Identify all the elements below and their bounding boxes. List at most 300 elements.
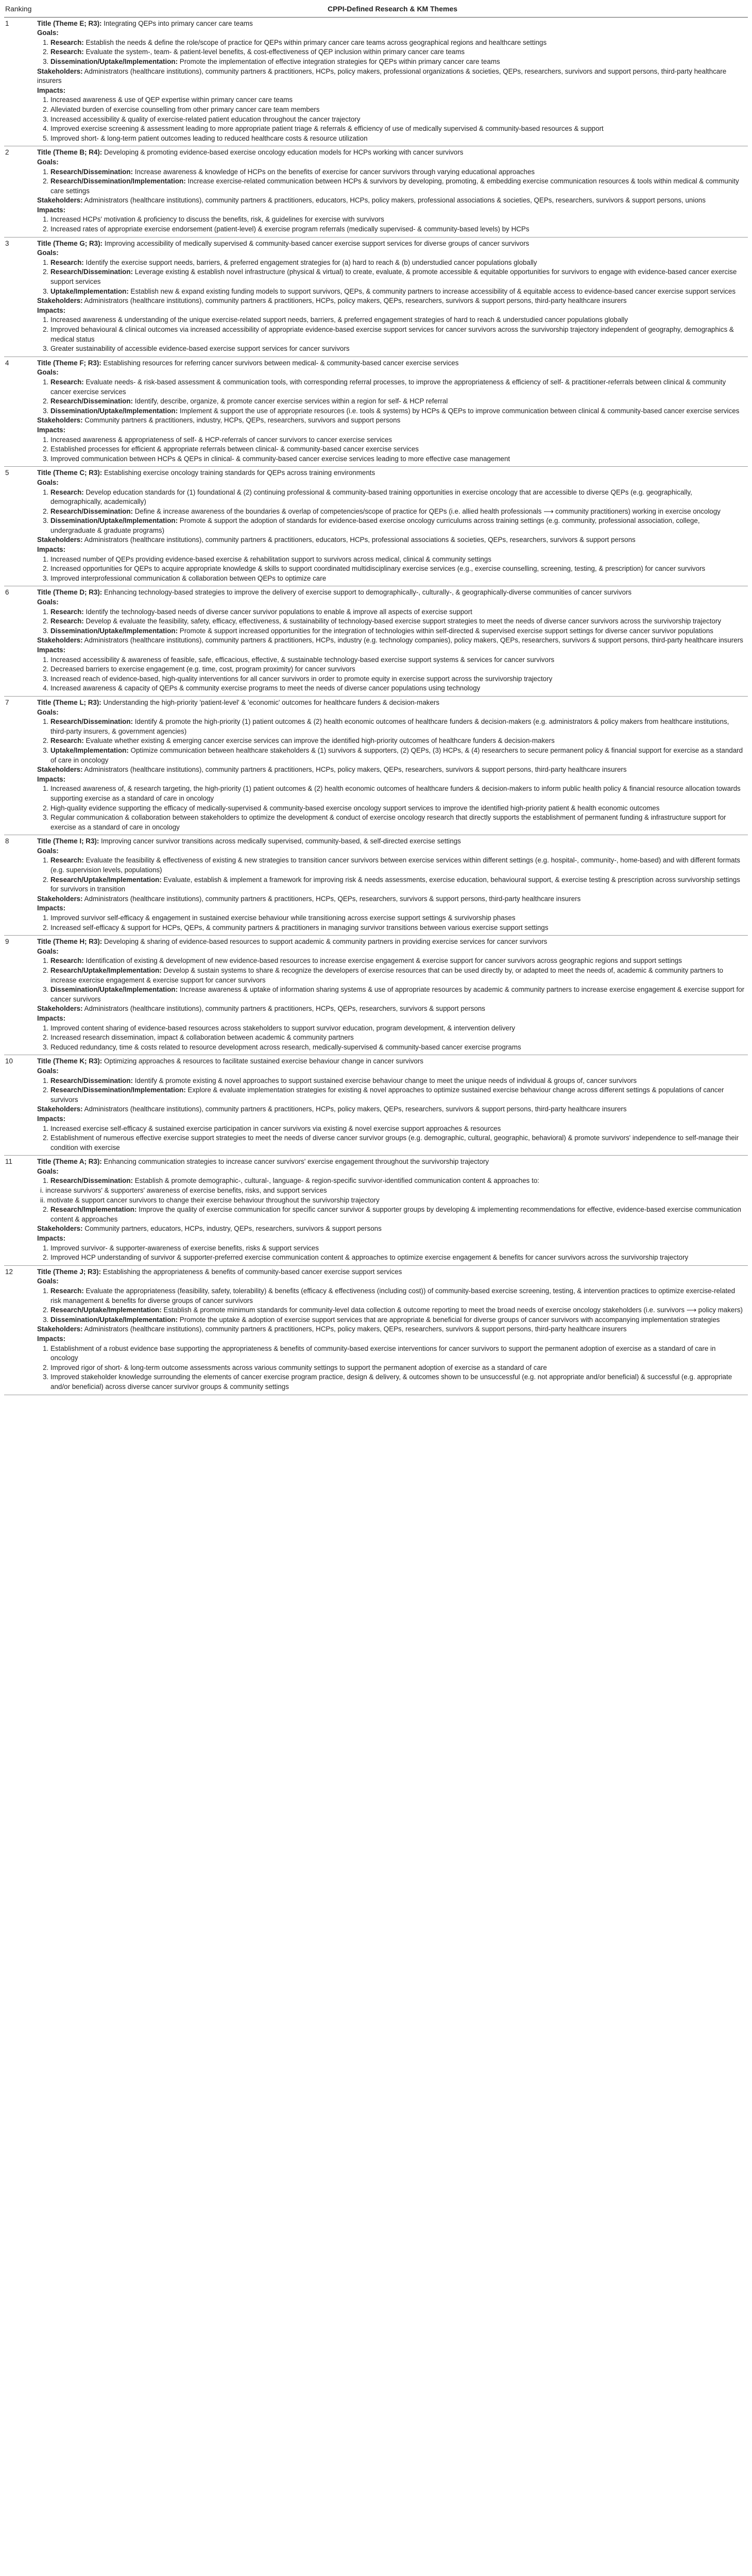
goal-item (50, 57, 745, 67)
goal-label: Research: (50, 1287, 84, 1295)
ranking-cell: 12 (5, 1267, 13, 1276)
impacts-heading: Impacts: (37, 206, 66, 214)
goal-text: Implement & support the use of appropriate resources (i.e. tools & systems) by HCPs & QEPs to improve communication between clinical & community-based cancer exercise services (179, 406, 740, 415)
theme-title (37, 1057, 745, 1066)
impact-item: 2. Established processes for efficient & appropriate referrals between clinical- & community-based cancer exercise services (50, 445, 745, 454)
goal-text: Identify the technology-based needs of diverse cancer survivor populations to enable & improve all aspects of exercise support (86, 607, 472, 616)
goal-label: Research: (50, 737, 84, 745)
theme-code: (Theme K; R3): (53, 1057, 102, 1065)
stakeholders-text: Administrators (healthcare institutions), community partners & practitioners, HCPs, policy makers, professional organizations & societies, QEPs, researchers, survivors and support persons, third-party healthcare insurers (37, 67, 727, 85)
stakeholders-text: Administrators (healthcare institutions), community partners & practitioners, HCPs, QEPs, researchers, survivors & support persons (84, 1005, 485, 1013)
goal-item (50, 966, 745, 985)
stakeholders (37, 1004, 745, 1014)
impact-item: 3. Reduced redundancy, time & costs related to resource development across research, medically-supervised & community-based cancer exercise programs (50, 1043, 745, 1053)
impact-item: 2. Increased research dissemination, impact & collaboration between academic & community partners (50, 1033, 745, 1043)
stakeholders-text: Administrators (healthcare institutions), community partners & practitioners, HCPs, policy makers, QEPs, researchers, survivors & support persons, third-party healthcare insurers (84, 1325, 627, 1333)
goal-item (50, 267, 745, 286)
theme-cell (37, 468, 748, 583)
impacts-heading: Impacts: (37, 646, 66, 654)
ranking-cell: 3 (5, 239, 9, 247)
theme-code: (Theme A; R3): (53, 1158, 102, 1166)
impacts-heading: Impacts: (37, 775, 66, 783)
goal-label: Research: (50, 488, 84, 496)
stakeholders-text: Administrators (healthcare institutions), community partners & practitioners, HCPs, policy makers, QEPs, researchers, survivors & support persons, third-party healthcare insurers (84, 1105, 627, 1113)
theme-code: (Theme E; R3): (53, 19, 102, 27)
impacts-list (37, 555, 745, 584)
impact-item: 1. Increased HCPs' motivation & proficiency to discuss the benefits, risk, & guidelines for exercise with survivors (50, 215, 745, 225)
theme-code: (Theme J; R3): (53, 1267, 101, 1276)
ranking-cell: 5 (5, 469, 9, 477)
goal-label: Research/Dissemination/Implementation: (50, 177, 186, 185)
table-row (4, 586, 748, 697)
impacts-list (37, 1244, 745, 1263)
goal-label: Research: (50, 48, 84, 56)
goal-item (50, 258, 745, 268)
goal-text: Establish the needs & define the role/scope of practice for QEPs within primary cancer care teams across geographical regions and healthcare settings (86, 38, 547, 46)
table-row (4, 467, 748, 586)
theme-code: (Theme G; R3): (53, 239, 103, 247)
goal-text: Promote & support increased opportunities for the integration of technologies within self-directed & supervised exercise support settings for diverse cancer survivor populations (179, 626, 713, 635)
goal-text: Optimize communication between healthcare stakeholders & (1) survivors & supporters, (2) QEPs, (3) HCPs, & (4) researchers to secure permanent policy & financial support for exercise as a standard of care in oncology (50, 746, 743, 764)
stakeholders (37, 196, 745, 206)
title-text: Improving accessibility of medically supervised & community-based cancer exercise support services for diverse groups of cancer survivors (104, 239, 529, 247)
goal-item (50, 626, 745, 636)
theme-title (37, 19, 745, 29)
goal-text: Establish & promote minimum standards for community-level data collection & outcome reporting to meet the broad needs of exercise oncology stakeholders (i.e. survivors ⟶ policy makers) (163, 1306, 743, 1314)
goal-label: Research/Dissemination: (50, 1076, 133, 1084)
impact-item: 1. Increased awareness & appropriateness of self- & HCP-referrals of cancer survivors to cancer exercise services (50, 435, 745, 445)
title-label: Title (37, 239, 52, 247)
theme-title (37, 148, 745, 158)
ranking-cell: 8 (5, 837, 9, 845)
goals-heading: Goals: (37, 1167, 59, 1175)
table-row (4, 1156, 748, 1266)
theme-cell (37, 1157, 748, 1263)
impacts-heading: Impacts: (37, 1334, 66, 1343)
stakeholders-label: Stakeholders: (37, 1225, 83, 1233)
impact-item: 3. Regular communication & collaboration between stakeholders to optimize the development & conduct of exercise oncology research that directly supports the establishment of permanent funding & infrastructure support for exercise as a standard of care in oncology (50, 813, 745, 832)
goal-item (50, 746, 745, 765)
goal-text: Increase awareness & uptake of information sharing systems & use of appropriate resources by academic & community partners to increase exercise engagement & exercise support for cancer survivors (50, 986, 745, 1003)
theme-cell (37, 19, 748, 144)
goal-item (50, 1086, 745, 1105)
goals-heading: Goals: (37, 249, 59, 257)
impact-item: 5. Improved short- & long-term patient outcomes leading to reduced healthcare costs & resource utilization (50, 134, 745, 144)
goals-heading: Goals: (37, 1277, 59, 1285)
impact-item: 2. High-quality evidence supporting the efficacy of medically-supervised & community-based exercise oncology support services to improve the identified high-priority patient & health economic outcomes (50, 804, 745, 814)
stakeholders-text: Administrators (healthcare institutions), community partners & practitioners, educators, HCPs, professional associations & societies, QEPs, researchers, survivors & support persons (84, 536, 636, 544)
impacts-list (37, 215, 745, 234)
theme-code: (Theme B; R4): (53, 148, 102, 157)
goal-text: Identify the exercise support needs, barriers, & preferred engagement strategies for (a) hard to reach & (b) understudied cancer populations globally (86, 258, 537, 266)
goal-label: Research/Uptake/Implementation: (50, 1306, 162, 1314)
ranking-cell: 1 (5, 19, 9, 27)
impacts-heading: Impacts: (37, 904, 66, 912)
title-label: Title (37, 938, 52, 946)
title-text: Establishing resources for referring cancer survivors between medical- & community-based cancer exercise services (103, 359, 459, 367)
stakeholders-text: Community partners & practitioners, industry, HCPs, QEPs, researchers, survivors and support persons (84, 416, 401, 425)
title-text: Enhancing technology-based strategies to improve the delivery of exercise support to demographically-, culturally-, & geographically-diverse communities of cancer survivors (104, 588, 632, 597)
theme-cell (37, 937, 748, 1052)
stakeholders (37, 636, 745, 646)
stakeholders (37, 1224, 745, 1234)
goal-item (50, 736, 745, 746)
goal-item (50, 1205, 745, 1224)
stakeholders-label: Stakeholders: (37, 416, 83, 425)
goal-label: Research/Dissemination: (50, 397, 133, 405)
ranking-cell: 7 (5, 698, 9, 706)
table-row (4, 835, 748, 936)
goal-item (50, 617, 745, 626)
title-label: Title (37, 148, 52, 157)
table-row (4, 1266, 748, 1395)
title-label: Title (37, 359, 52, 367)
impact-item: 3. Greater sustainability of accessible evidence-based exercise support services for cancer survivors (50, 344, 745, 354)
impact-item: 3. Improved interprofessional communication & collaboration between QEPs to optimize care (50, 574, 745, 584)
impact-item: 1. Increased awareness & use of QEP expertise within primary cancer care teams (50, 95, 745, 105)
goals-heading: Goals: (37, 598, 59, 606)
goal-item (50, 856, 745, 875)
stakeholders (37, 1105, 745, 1114)
table-row (4, 697, 748, 835)
goal-item (50, 1286, 745, 1306)
title-label: Title (37, 1057, 52, 1065)
goals-heading: Goals: (37, 29, 59, 37)
goal-text: Identify & promote the high-priority (1) patient outcomes & (2) health economic outcomes of healthcare funders & decision-makers (e.g. administrators & policy makers from healthcare institutions, third-party insurers, & government agencies) (50, 718, 729, 735)
stakeholders-label: Stakeholders: (37, 1105, 83, 1113)
stakeholders-label: Stakeholders: (37, 67, 83, 75)
goal-label: Research: (50, 607, 84, 616)
goal-text: Promote the uptake & adoption of exercise support services that are appropriate & beneficial for diverse groups of cancer survivors with accompanying implementation strategies (179, 1315, 720, 1324)
goal-item (50, 1315, 745, 1325)
goal-text: Improve the quality of exercise communication for specific cancer survivor & supporter groups by developing & implementing recommendations for effective, evidence-based exercise communication content & approaches (50, 1206, 741, 1223)
goal-text: Increase awareness & knowledge of HCPs on the benefits of exercise for cancer survivors through varying educational approaches (134, 167, 535, 176)
goal-item (50, 406, 745, 416)
goals-heading: Goals: (37, 708, 59, 716)
impact-item: 3. Increased accessibility & quality of exercise-related patient education throughout the cancer trajectory (50, 115, 745, 125)
goals-heading: Goals: (37, 1066, 59, 1075)
goal-text: Evaluate the system-, team- & patient-level benefits, & cost-effectiveness of QEP inclusion within primary cancer care teams (86, 48, 465, 56)
goals-list (37, 488, 745, 536)
goal-text: Promote & support the adoption of standards for evidence-based exercise oncology curriculums across training settings (e.g. community, professional association, college, undergraduate & graduate programs) (50, 517, 700, 534)
table-header (4, 2, 748, 18)
goal-label: Dissemination/Uptake/Implementation: (50, 1315, 178, 1324)
ranking-cell: 9 (5, 938, 9, 946)
goal-label: Research: (50, 38, 84, 46)
theme-title (37, 837, 745, 846)
goal-item (50, 177, 745, 196)
goal-text: Identify & promote existing & novel approaches to support sustained exercise behaviour change to meet the unique needs of individual & groups of, cancer survivors (134, 1076, 637, 1084)
goal-item (50, 516, 745, 535)
goal-label: Research: (50, 258, 84, 266)
goal-text: Develop education standards for (1) foundational & (2) continuing professional & community-based training opportunities in exercise oncology that are accessible to diverse QEPs (e.g. geographically, demographically, academically) (50, 488, 692, 506)
goals-heading: Goals: (37, 158, 59, 166)
goal-item (50, 287, 745, 297)
goals-heading: Goals: (37, 368, 59, 377)
title-label: Title (37, 1158, 52, 1166)
table-row (4, 238, 748, 357)
impact-item: 1. Improved survivor- & supporter-awareness of exercise benefits, risks & support services (50, 1244, 745, 1253)
impacts-heading: Impacts: (37, 306, 66, 314)
title-text: Developing & promoting evidence-based exercise oncology education models for HCPs working with cancer survivors (104, 148, 464, 157)
goal-item (50, 167, 745, 177)
goal-item (50, 1306, 745, 1315)
goal-item (50, 378, 745, 397)
theme-title (37, 937, 745, 947)
impacts-heading: Impacts: (37, 1114, 66, 1123)
impact-item: 1. Establishment of a robust evidence base supporting the appropriateness & benefits of community-based exercise interventions for cancer survivors to support the permanent adoption of exercise as a standard of care in oncology (50, 1344, 745, 1363)
goal-item (50, 607, 745, 617)
goals-list (37, 1286, 745, 1325)
stakeholders-label: Stakeholders: (37, 196, 83, 205)
goals-list (37, 378, 745, 416)
impact-item: 4. Improved exercise screening & assessment leading to more appropriate patient triage & referrals & efficiency of use of medically supervised & community-based resources & support (50, 124, 745, 134)
goal-item (50, 875, 745, 894)
impacts-list (37, 655, 745, 693)
table-row (4, 357, 748, 467)
goal-item (50, 1176, 745, 1186)
impacts-heading: Impacts: (37, 1234, 66, 1243)
stakeholders-label: Stakeholders: (37, 894, 83, 903)
ranking-column-header: Ranking (5, 5, 32, 13)
goal-label: Research: (50, 617, 84, 625)
goal-label: Research/Dissemination: (50, 167, 133, 176)
goals-list (37, 167, 745, 196)
goal-text: Identify, describe, organize, & promote cancer exercise services within a region for self- & HCP referral (134, 397, 448, 405)
impact-item: 2. Increased rates of appropriate exercise endorsement (patient-level) & exercise program referrals (medically supervised- & community-based levels) by HCPs (50, 225, 745, 234)
title-label: Title (37, 469, 52, 477)
ranking-cell: 2 (5, 148, 9, 157)
theme-cell (37, 359, 748, 464)
impacts-heading: Impacts: (37, 86, 66, 94)
goal-text: Leverage existing & establish novel infrastructure (physical & virtual) to create, evaluate, & promote accessible & equitable opportunities for survivors to engage with evidence-based cancer exercise support services (50, 268, 737, 286)
theme-title (37, 239, 745, 249)
theme-cell (37, 1267, 748, 1392)
theme-code: (Theme D; R3): (53, 588, 102, 597)
goal-text: Evaluate, establish & implement a framework for improving risk & needs assessments, exercise education, behavioural support, & exercise testing & prescription across survivorship settings for survivors in transition (50, 875, 740, 893)
goals-heading: Goals: (37, 478, 59, 486)
stakeholders-label: Stakeholders: (37, 1325, 83, 1333)
goal-label: Dissemination/Uptake/Implementation: (50, 57, 178, 65)
stakeholders-text: Administrators (healthcare institutions), community partners & practitioners, educators, HCPs, policy makers, professional associations & societies, QEPs, researchers, survivors & support persons, unions (84, 196, 706, 205)
impacts-list (37, 1344, 745, 1392)
impacts-heading: Impacts: (37, 1014, 66, 1022)
impact-item: 1. Improved survivor self-efficacy & engagement in sustained exercise behaviour while transitioning across exercise support settings & survivorship phases (50, 913, 745, 923)
goal-label: Uptake/Implementation: (50, 287, 129, 295)
goal-text: Evaluate whether existing & emerging cancer exercise services can improve the identified high-priority outcomes of healthcare funders & decision-makers (86, 737, 555, 745)
theme-cell (37, 588, 748, 693)
impacts-list (37, 1024, 745, 1053)
goal-label: Research/Dissemination: (50, 1177, 133, 1185)
goal-subitem: ii. motivate & support cancer survivors to change their exercise behaviour throughout the survivorship trajectory (40, 1196, 380, 1204)
theme-cell (37, 148, 748, 234)
goals-heading: Goals: (37, 846, 59, 855)
table-row (4, 936, 748, 1055)
theme-title (37, 359, 745, 368)
stakeholders (37, 1325, 745, 1334)
impact-item: 2. Alleviated burden of exercise counselling from other primary cancer care team members (50, 105, 745, 115)
title-text: Improving cancer survivor transitions across medically supervised, community-based, & self-directed exercise settings (101, 837, 461, 845)
theme-code: (Theme L; R3): (53, 698, 101, 706)
goal-label: Research/Uptake/Implementation: (50, 875, 162, 884)
impact-item: 2. Increased self-efficacy & support for HCPs, QEPs, & community partners & practitioners in managing survivor transitions between various exercise support settings (50, 923, 745, 933)
stakeholders-text: Community partners, educators, HCPs, industry, QEPs, researchers, survivors & support persons (84, 1225, 382, 1233)
theme-title (37, 698, 745, 708)
theme-cell (37, 698, 748, 832)
stakeholders-label: Stakeholders: (37, 766, 83, 774)
goal-item (50, 507, 745, 517)
impacts-heading: Impacts: (37, 546, 66, 554)
goals-list (37, 1205, 745, 1224)
stakeholders-label: Stakeholders: (37, 636, 83, 645)
title-text: Developing & sharing of evidence-based resources to support academic & community partners in providing exercise services for cancer survivors (104, 938, 548, 946)
goal-item (50, 956, 745, 966)
goal-item (50, 1076, 745, 1086)
impact-item: 1. Increased exercise self-efficacy & sustained exercise participation in cancer survivors via existing & novel exercise support approaches & resources (50, 1124, 745, 1134)
table-row (4, 1055, 748, 1156)
impacts-list (37, 784, 745, 832)
impact-item: 3. Improved stakeholder knowledge surrounding the elements of cancer exercise program practice, design & delivery, & outcomes shown to be unsuccessful (e.g. not appropriate and/or beneficial) & successful (e.g. appropriate and/or beneficial) across diverse cancer survivor groups & community settings (50, 1372, 745, 1392)
goal-label: Research/Dissemination: (50, 507, 133, 515)
goal-item (50, 985, 745, 1004)
goal-item (50, 38, 745, 48)
stakeholders-text: Administrators (healthcare institutions), community partners & practitioners, HCPs, policy makers, QEPs, researchers, survivors & support persons, third-party healthcare insurers (84, 297, 627, 305)
stakeholders-text: Administrators (healthcare institutions), community partners & practitioners, HCPs, industry (e.g. technology companies), policy makers, QEPs, researchers, survivors & support persons, third-party healthcare insurers (84, 636, 743, 645)
goal-label: Research/Implementation: (50, 1206, 137, 1214)
goal-subitem: i. increase survivors' & supporters' awareness of exercise benefits, risks, and support services (40, 1187, 327, 1195)
title-text: Establishing the appropriateness & benefits of community-based cancer exercise support services (102, 1267, 402, 1276)
goals-list (37, 1076, 745, 1105)
impact-item: 2. Improved HCP understanding of survivor & supporter-preferred exercise communication content & approaches to optimize exercise engagement & benefits for cancer survivors across the survivorship trajectory (50, 1253, 745, 1263)
title-label: Title (37, 588, 52, 597)
goal-text: Establish & promote demographic-, cultural-, language- & region-specific survivor-identified communication content & approaches to: (134, 1177, 539, 1185)
goal-text: Increase exercise-related communication between HCPs & survivors by developing, promoting, & embedding exercise communication resources & tools within medical & community care settings (50, 177, 739, 195)
title-label: Title (37, 698, 52, 706)
goals-list (37, 956, 745, 1004)
impacts-heading: Impacts: (37, 426, 66, 434)
goals-list (37, 607, 745, 636)
theme-title (37, 588, 745, 598)
goal-label: Dissemination/Uptake/Implementation: (50, 626, 178, 635)
theme-cell (37, 837, 748, 933)
title-text: Understanding the high-priority 'patient-level' & 'economic' outcomes for healthcare funders & decision-makers (103, 698, 440, 706)
goal-text: Evaluate the appropriateness (feasibility, safety, tolerability) & benefits (efficacy & effectiveness (including cost)) of community-based exercise screening, testing, & intervention practices to optimize exercise-related risk management & benefits for diverse groups of cancer survivors (50, 1287, 736, 1304)
theme-title (37, 1157, 745, 1167)
goal-label: Dissemination/Uptake/Implementation: (50, 406, 178, 415)
title-label: Title (37, 837, 52, 845)
goal-label: Research: (50, 378, 84, 386)
impacts-list (37, 435, 745, 464)
impacts-list (37, 95, 745, 143)
goal-label: Research: (50, 856, 84, 865)
stakeholders (37, 535, 745, 545)
title-label: Title (37, 19, 52, 27)
impact-item: 3. Improved communication between HCPs & QEPs in clinical- & community-based cancer exercise services leading to more effective case management (50, 454, 745, 464)
title-text: Integrating QEPs into primary cancer care teams (104, 19, 253, 27)
table-body (4, 18, 748, 1395)
theme-title (37, 1267, 745, 1277)
table-row (4, 18, 748, 147)
impact-item: 1. Increased number of QEPs providing evidence-based exercise & rehabilitation support to survivors across medical, clinical & community settings (50, 555, 745, 565)
impact-item: 1. Increased awareness & understanding of the unique exercise-related support needs, barriers, & preferred engagement strategies of hard to reach & understudied cancer populations globally (50, 315, 745, 325)
ranking-cell: 6 (5, 588, 9, 597)
impact-item: 2. Establishment of numerous effective exercise support strategies to meet the needs of diverse cancer survivor groups (e.g. demographic, cultural, geographic, behavioral) & promote survivors' independence to self-manage their condition with exercise (50, 1133, 745, 1153)
ranking-cell: 11 (5, 1158, 12, 1166)
stakeholders (37, 416, 745, 426)
title-label: Title (37, 1267, 52, 1276)
title-text: Enhancing communication strategies to increase cancer survivors' exercise engagement throughout the survivorship trajectory (104, 1158, 489, 1166)
impact-item: 1. Improved content sharing of evidence-based resources across stakeholders to support survivor education, program development, & intervention delivery (50, 1024, 745, 1033)
theme-cell (37, 1057, 748, 1153)
goal-text: Promote the implementation of effective integration strategies for QEPs within primary cancer care teams (179, 57, 500, 65)
goal-text: Develop & evaluate the feasibility, safety, efficacy, effectiveness, & sustainability of technology-based exercise support strategies to meet the needs of diverse cancer survivors across the survivorship trajectory (86, 617, 722, 625)
impact-item: 3. Increased reach of evidence-based, high-quality interventions for all cancer survivors in order to promote equity in exercise support across the survivorship trajectory (50, 674, 745, 684)
table-row (4, 146, 748, 237)
goal-label: Research/Dissemination: (50, 718, 133, 726)
goal-label: Research: (50, 957, 84, 965)
goal-label: Uptake/Implementation: (50, 746, 129, 754)
goals-list (37, 38, 745, 67)
goal-text: Explore & evaluate implementation strategies for existing & novel approaches to optimize sustained exercise behaviour change across different settings & populations of cancer survivors (50, 1086, 724, 1104)
theme-title (37, 468, 745, 478)
goal-text: Develop & sustain systems to share & recognize the developers of exercise resources that can be used directly by, or adapted to meet the needs of, academic & community partners to increase exercise engagement & exercise support for cancer survivors (50, 967, 723, 984)
impact-item: 2. Increased opportunities for QEPs to acquire appropriate knowledge & skills to support coordinated multidisciplinary exercise services (e.g., exercise counselling, screening, testing, & prescription) for cancer survivors (50, 564, 745, 574)
title-text: Optimizing approaches & resources to facilitate sustained exercise behaviour change in cancer survivors (104, 1057, 424, 1065)
ranking-cell: 4 (5, 359, 9, 367)
impact-item: 1. Increased awareness of, & research targeting, the high-priority (1) patient outcomes & (2) health economic outcomes of healthcare funders & decision-makers to inform public health policy & financial resource allocation towards supporting exercise as a standard of care in oncology (50, 784, 745, 803)
theme-code: (Theme I; R3): (53, 837, 99, 845)
goals-heading: Goals: (37, 947, 59, 955)
impact-item: 2. Improved rigor of short- & long-term outcome assessments across various community settings to support the permanent adoption of exercise as a standard of care (50, 1363, 745, 1373)
impacts-list (37, 315, 745, 353)
goal-item (50, 47, 745, 57)
impact-item: 2. Improved behavioural & clinical outcomes via increased accessibility of appropriate evidence-based exercise support services for cancer survivors across the survivorship trajectory independent of geography, demographics & medical status (50, 325, 745, 344)
stakeholders (37, 296, 745, 306)
impacts-list (37, 913, 745, 933)
goal-item (50, 488, 745, 507)
theme-cell (37, 239, 748, 354)
theme-code: (Theme H; R3): (53, 938, 102, 946)
goals-list (37, 258, 745, 296)
goal-label: Research/Uptake/Implementation: (50, 967, 162, 974)
stakeholders (37, 67, 745, 86)
goals-list (37, 1176, 745, 1186)
goal-label: Research/Dissemination: (50, 268, 133, 276)
theme-code: (Theme F; R3): (53, 359, 101, 367)
goal-label: Dissemination/Uptake/Implementation: (50, 986, 178, 994)
impact-item: 2. Decreased barriers to exercise engagement (e.g. time, cost, program proximity) for cancer survivors (50, 665, 745, 674)
impact-item: 1. Increased accessibility & awareness of feasible, safe, efficacious, effective, & sustainable technology-based exercise support systems & services for cancer survivors (50, 655, 745, 665)
stakeholders-text: Administrators (healthcare institutions), community partners & practitioners, HCPs, policy makers, QEPs, researchers, survivors & support persons, third-party healthcare insurers (84, 766, 627, 774)
goal-label: Dissemination/Uptake/Implementation: (50, 517, 178, 525)
goal-text: Evaluate needs- & risk-based assessment & communication tools, with corresponding referral processes, to improve the appropriateness & efficiency of self- & practitioner-referrals between clinical & community cancer exercise services (50, 378, 726, 396)
goal-text: Establish new & expand existing funding models to support survivors, QEPs, & community partners to increase accessibility of & equitable access to evidence-based cancer exercise support services (130, 287, 736, 295)
goal-item (50, 397, 745, 406)
stakeholders-label: Stakeholders: (37, 297, 83, 305)
stakeholders-text: Administrators (healthcare institutions), community partners & practitioners, HCPs, QEPs, researchers, survivors & support persons, third-party healthcare insurers (84, 894, 581, 903)
ranking-cell: 10 (5, 1057, 13, 1065)
goals-list (37, 717, 745, 765)
impact-item: 4. Increased awareness & capacity of QEPs & community exercise programs to meet the needs of diverse cancer populations using technology (50, 684, 745, 693)
stakeholders-label: Stakeholders: (37, 1005, 83, 1013)
theme-code: (Theme C; R3): (53, 469, 102, 477)
title-text: Establishing exercise oncology training standards for QEPs across training environments (104, 469, 375, 477)
goal-text: Identification of existing & development of new evidence-based resources to increase exercise engagement & exercise support for cancer survivors across geographic regions and support settings (86, 957, 682, 965)
goals-list (37, 856, 745, 894)
stakeholders (37, 894, 745, 904)
themes-column-header: CPPI-Defined Research & KM Themes (327, 5, 458, 13)
stakeholders (37, 765, 745, 775)
